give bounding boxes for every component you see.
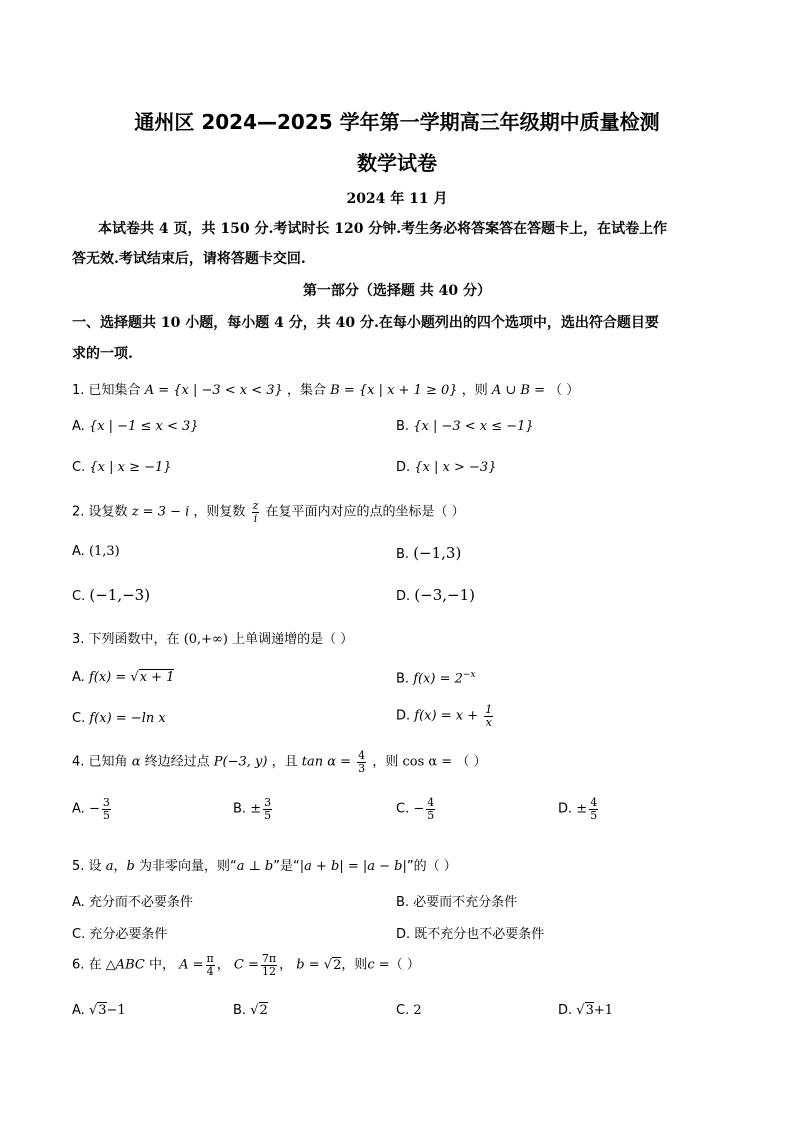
frac-den: 12: [262, 964, 277, 978]
option-label: D.: [558, 1003, 573, 1018]
q3-option-a: A. f(x) = √x + 1: [72, 670, 175, 685]
option-fraction: [589, 797, 598, 821]
option-label: C.: [72, 460, 86, 475]
option-label: D.: [558, 801, 573, 817]
q1-mid: ，集合: [286, 383, 326, 398]
q1-prefix: 1. 已知集合: [72, 383, 141, 398]
option-sign: ±: [576, 801, 588, 817]
frac-den: 5: [427, 808, 435, 822]
q1-expr: A ∪ B =: [491, 383, 545, 398]
q1-option-c: [72, 460, 172, 475]
q1-option-a: [72, 419, 199, 434]
q6-option-d: D. √3+1: [558, 1003, 614, 1018]
q2-frac-num: z: [252, 499, 259, 512]
part1-heading: 第一部分（选择题 共 40 分）: [302, 283, 492, 299]
option-label: C.: [72, 589, 86, 604]
option-value: (−1,−3): [89, 586, 151, 604]
q4-cos: cos α =: [402, 754, 453, 770]
q4-prefix: 4. 已知角: [72, 754, 128, 770]
q4-option-b: [233, 797, 274, 821]
option-label: A.: [72, 801, 85, 817]
option-value: (−1,3): [413, 544, 462, 562]
q5-option-a: A. 充分而不必要条件: [72, 895, 193, 910]
frac-num: 3: [102, 796, 110, 809]
option-value: 2: [413, 1003, 422, 1018]
frac-num: 3: [264, 796, 272, 809]
option-label: A.: [72, 544, 85, 559]
q2-option-a: [72, 544, 120, 559]
q3-prefix: 3. 下列函数中，在: [72, 632, 180, 647]
option-sign: −: [413, 801, 425, 817]
q2-frac-den: i: [253, 511, 258, 525]
q3-option-b: [396, 670, 476, 686]
q5-prefix: 5. 设: [72, 859, 102, 874]
option-root: 3: [585, 1003, 594, 1018]
option-value: f(x) =: [88, 670, 127, 685]
q4-tan-fraction: [357, 750, 366, 774]
q2-prefix: 2. 设复数: [72, 504, 128, 520]
frac-num: 4: [427, 796, 435, 809]
q1-set-a: A = {x | −3 < x < 3}: [144, 383, 283, 398]
option-label: C.: [396, 801, 410, 817]
q5-abs-eq: |a + b| = |a − b|: [299, 859, 407, 874]
frac-den: 5: [102, 808, 110, 822]
option-label: D.: [396, 460, 411, 475]
frac-num: 4: [590, 796, 598, 809]
option-label: A.: [72, 419, 85, 434]
q6-angle-a: A =: [179, 957, 204, 973]
q6-option-a: A. √3−1: [72, 1003, 126, 1018]
exam-subtitle: 数学试卷: [357, 151, 437, 175]
q6-angle-c: C =: [233, 957, 259, 973]
q5-perp: a ⊥ b: [236, 859, 274, 874]
exam-date: 2024 年 11 月: [346, 191, 448, 207]
q4-point: P(−3, y): [213, 754, 268, 770]
q4-alpha: α: [131, 754, 141, 770]
question-3: [72, 628, 353, 647]
instructions-line1: 本试卷共 4 页，共 150 分.考试时长 120 分钟.考生务必将答案答在答题卡上，在试卷上作: [98, 221, 668, 237]
q1-option-b: [396, 419, 534, 434]
option-value: f(x) = x +: [414, 708, 479, 724]
q6-option-c: [396, 1003, 422, 1018]
q6-c-fraction: [261, 953, 277, 977]
q2-option-b: [396, 544, 461, 562]
option-label: D.: [396, 589, 411, 604]
section-instruction-line1: 一、选择题共 10 小题，每小题 4 分，共 40 分.在每小题列出的四个选项中，选出符合题目要: [72, 315, 659, 331]
q4-tan: tan α =: [301, 754, 352, 770]
q4-mid3: ，则: [372, 754, 399, 770]
option-label: B.: [396, 547, 410, 562]
q4-option-d: [558, 797, 600, 821]
q5-option-c: C. 充分必要条件: [72, 927, 168, 942]
q6-triangle: △ABC: [105, 957, 145, 973]
option-label: D.: [396, 708, 411, 724]
q6-tail: ，则: [341, 957, 368, 973]
exam-title: 通州区 2024—2025 学年第一学期高三年级期中质量检测: [134, 110, 660, 134]
q3-option-c: [72, 711, 166, 726]
option-tail: −1: [106, 1003, 126, 1018]
option-value: {x | −3 < x ≤ −1}: [413, 419, 534, 434]
option-label: B.: [233, 801, 247, 817]
option-label: C.: [396, 1003, 410, 1018]
q6-paren: （ ）: [389, 957, 420, 973]
question-2: [72, 500, 465, 524]
q5-vector-a: a: [105, 859, 114, 874]
q4-option-a: [72, 797, 113, 821]
option-value: (1,3): [88, 544, 120, 559]
option-label: C.: [72, 711, 86, 726]
frac-den: 5: [264, 808, 272, 822]
q1-set-b: B = {x | x + 1 ≥ 0}: [330, 383, 458, 398]
option-root: x + 1: [139, 670, 175, 685]
q6-mid: 中，: [148, 957, 175, 973]
option-label: A.: [72, 1003, 85, 1018]
q2-option-d: [396, 586, 475, 604]
q5-mid2: ”是“: [273, 859, 300, 874]
option-root: 3: [98, 1003, 107, 1018]
option-value: {x | x ≥ −1}: [89, 460, 172, 475]
option-label: A.: [72, 670, 85, 685]
q1-tail: ，则: [461, 383, 488, 398]
q6-side-c: c =: [367, 957, 390, 973]
q5-option-d: D. 既不充分也不必要条件: [396, 927, 545, 942]
question-1: [72, 379, 579, 398]
q3-tail: 上单调递增的是（ ）: [232, 632, 354, 647]
q6-option-b: B. √2: [233, 1003, 268, 1018]
q1-paren: （ ）: [549, 383, 580, 398]
frac-num: 4: [358, 749, 366, 762]
q2-mid: ，则复数: [193, 504, 246, 520]
q4-paren: （ ）: [456, 754, 487, 770]
frac-den: x: [485, 715, 492, 729]
question-4: [72, 750, 486, 774]
frac-num: 7π: [261, 952, 277, 965]
option-root: 2: [259, 1003, 268, 1018]
q6-a-fraction: [206, 953, 215, 977]
option-label: B.: [396, 419, 410, 434]
section-instruction-line2: 求的一项.: [72, 346, 133, 362]
option-fraction: [426, 797, 435, 821]
option-fraction: [102, 797, 111, 821]
q5-vector-b: b: [126, 859, 135, 874]
option-label: B.: [233, 1003, 247, 1018]
option-label: B.: [396, 671, 410, 687]
q5-mid: 为非零向量，则“: [138, 859, 237, 874]
q6-side-b: b =: [296, 957, 320, 973]
question-5: [72, 855, 457, 874]
instructions-line2: 答无效.考试结束后，请将答题卡交回.: [72, 251, 306, 267]
option-value: f(x) = 2: [413, 671, 463, 687]
option-fraction: [484, 704, 493, 728]
q5-tail: ”的（ ）: [406, 859, 457, 874]
q2-fraction: [252, 500, 260, 524]
q1-option-d: [396, 460, 496, 475]
frac-num: 1: [485, 703, 493, 716]
q2-option-c: [72, 586, 150, 604]
q6-b-root: 2: [333, 957, 342, 973]
option-sign: −: [88, 801, 100, 817]
q4-option-c: [396, 797, 437, 821]
frac-den: 4: [206, 964, 214, 978]
q2-tail: 在复平面内对应的点的坐标是（ ）: [265, 504, 465, 520]
q4-mid2: ，且: [271, 754, 298, 770]
option-tail: +1: [593, 1003, 614, 1018]
option-value: {x | −1 ≤ x < 3}: [88, 419, 199, 434]
q4-mid: 终边经过点: [144, 754, 210, 770]
option-value: {x | x > −3}: [414, 460, 497, 475]
option-value: f(x) = −ln x: [89, 711, 166, 726]
option-sign: ±: [250, 801, 262, 817]
q2-z: z = 3 − i: [131, 504, 190, 520]
q5-option-b: B. 必要而不充分条件: [396, 895, 518, 910]
q5-comma: ，: [113, 859, 127, 874]
frac-num: π: [206, 952, 214, 965]
frac-den: 3: [358, 761, 366, 775]
question-6: 6. 在 △ABC 中， A = $\frac{\pi}{4}$ ， C = $\frac{7\pi}{12}$ ， b = √2，则c =（ ）: [72, 952, 420, 978]
q3-option-d: [396, 704, 495, 728]
frac-den: 5: [590, 808, 598, 822]
q3-interval: (0,+∞): [183, 632, 228, 647]
option-fraction: [263, 797, 272, 821]
q6-prefix: 6. 在: [72, 957, 102, 973]
option-exponent: −x: [462, 670, 476, 680]
option-value: (−3,−1): [414, 586, 475, 604]
